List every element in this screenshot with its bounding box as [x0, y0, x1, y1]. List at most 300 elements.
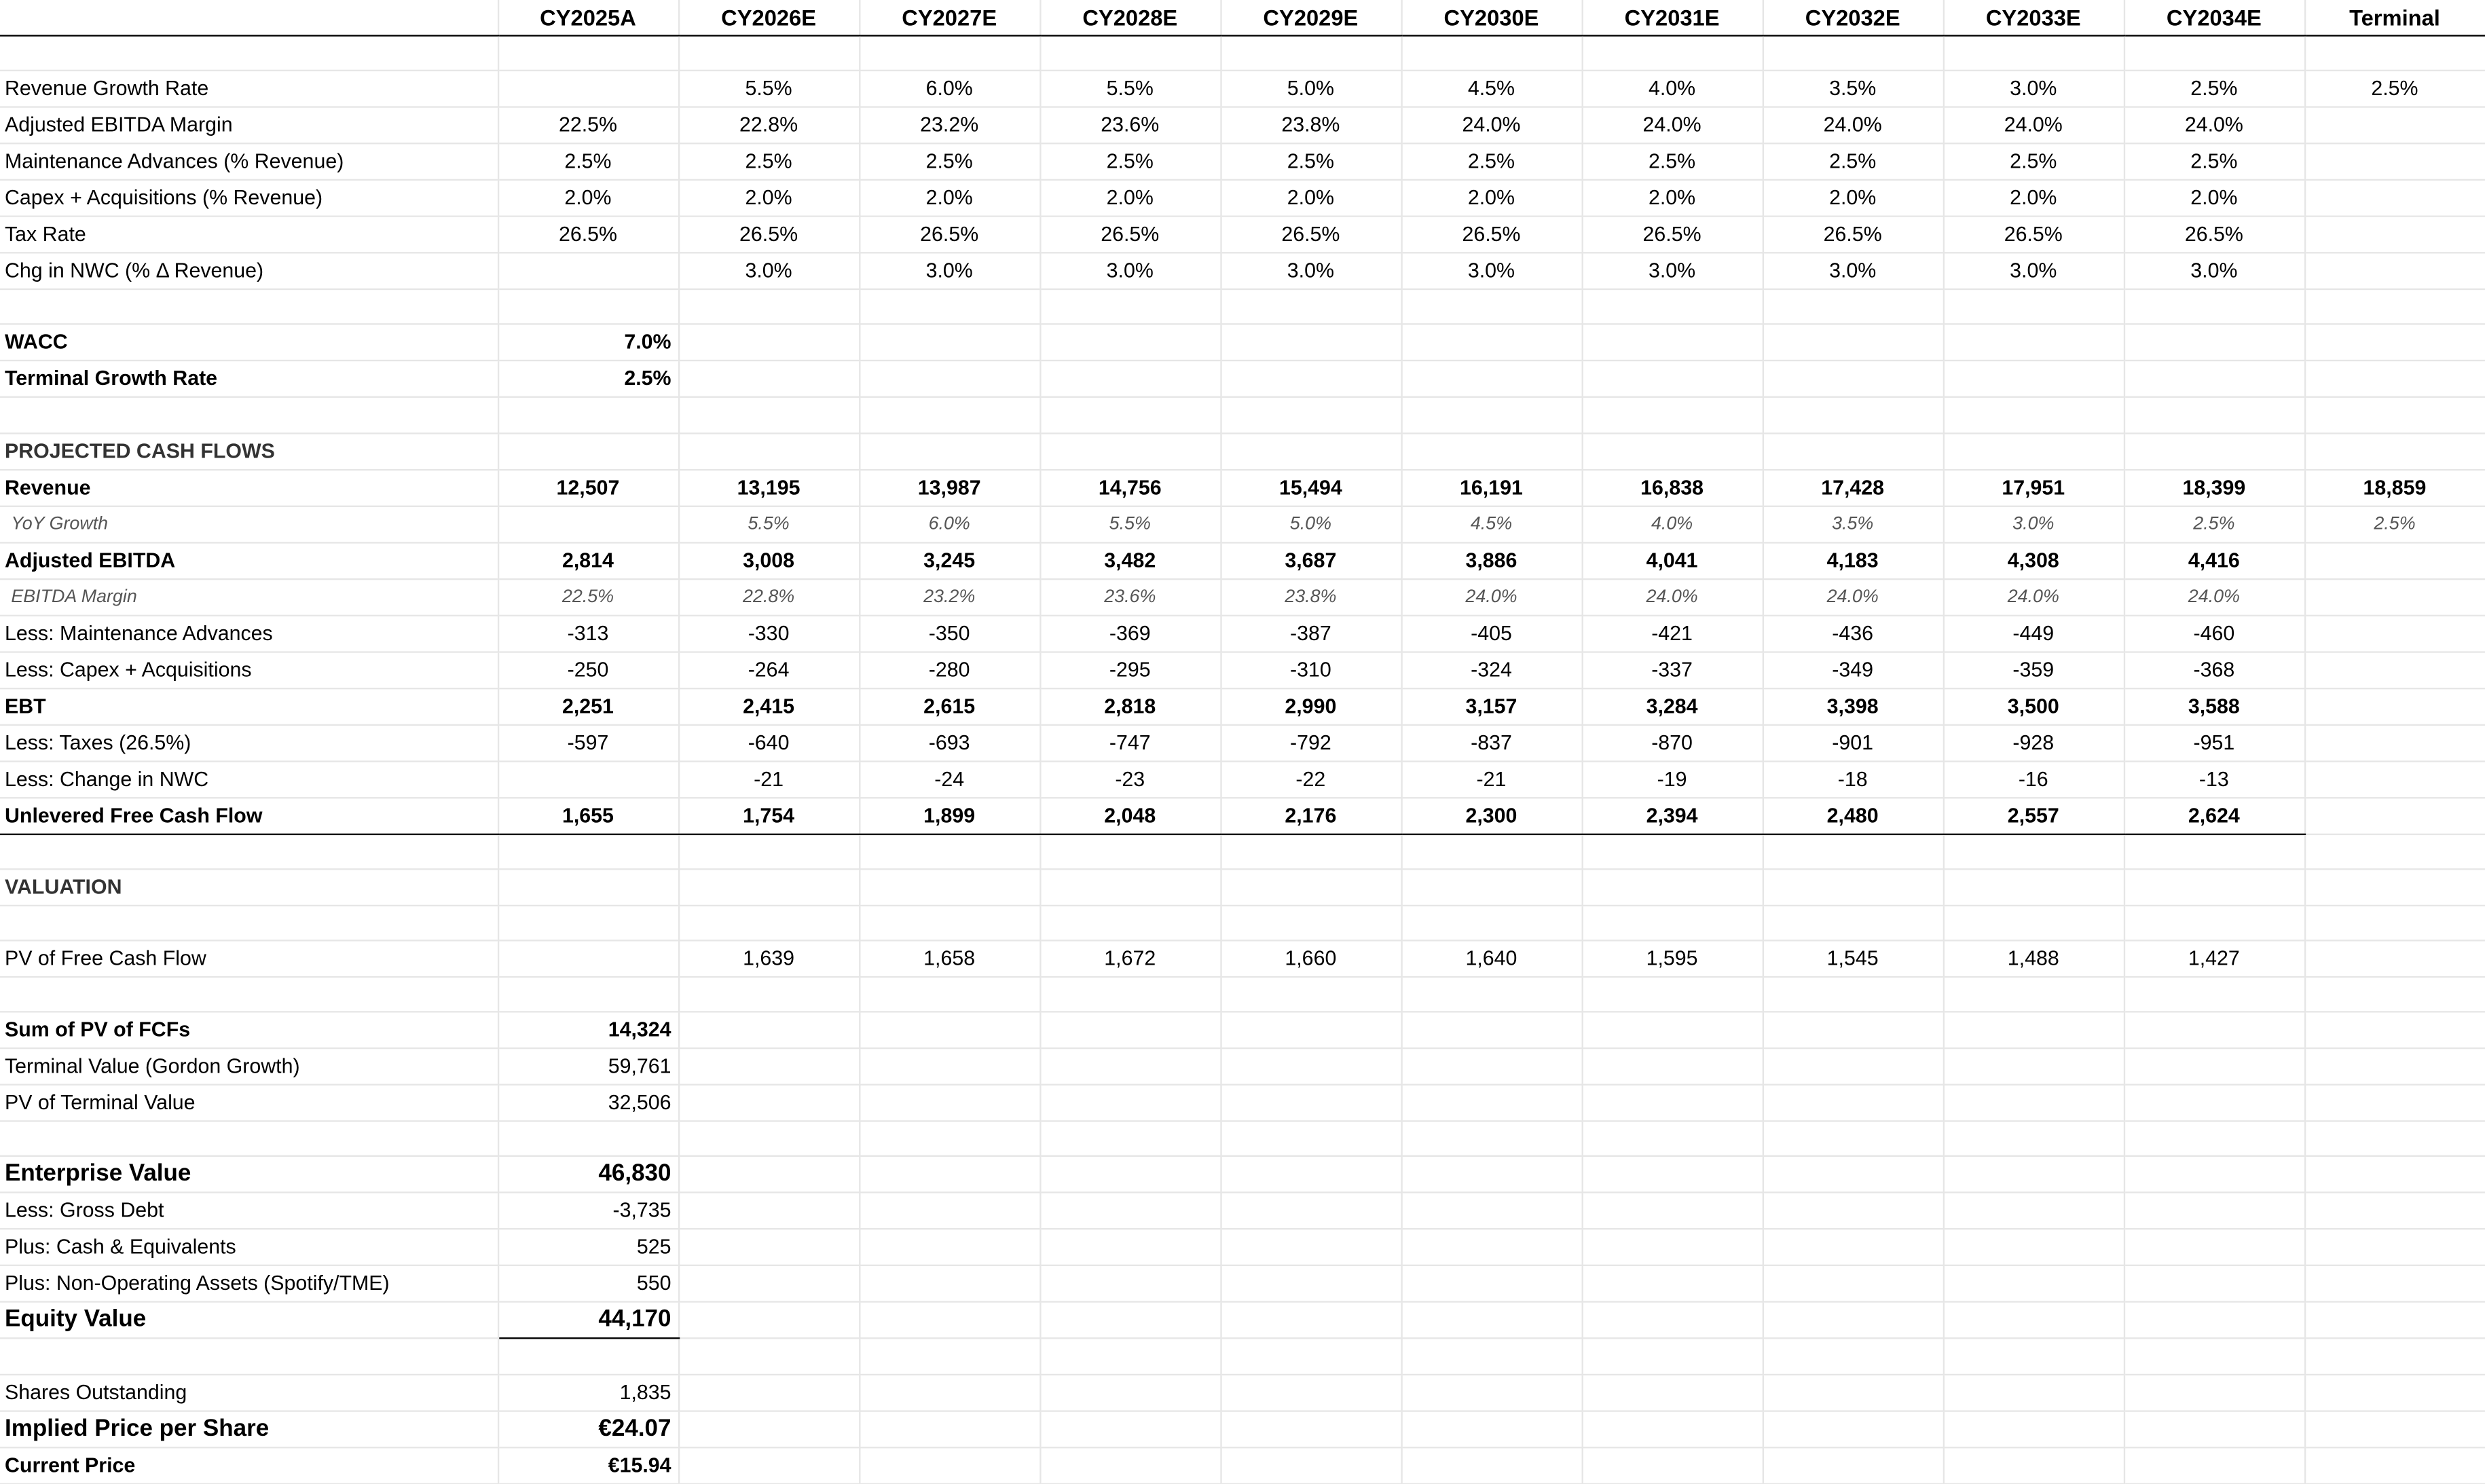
value-cell[interactable]: -3,735 — [498, 1193, 678, 1229]
value-cell[interactable]: 2.5% — [2124, 71, 2304, 107]
empty-cell[interactable] — [2124, 1085, 2304, 1121]
empty-cell[interactable] — [2124, 1229, 2304, 1266]
value-cell[interactable]: -640 — [678, 724, 859, 761]
empty-cell[interactable] — [1401, 1229, 1581, 1266]
value-cell[interactable]: 2.0% — [1582, 180, 1763, 217]
value-cell[interactable] — [2304, 797, 2485, 834]
empty-cell[interactable] — [2304, 1374, 2485, 1411]
value-cell[interactable]: 7.0% — [498, 324, 678, 361]
row-label[interactable]: Enterprise Value — [0, 1157, 498, 1193]
empty-cell[interactable] — [1582, 1157, 1763, 1193]
empty-cell[interactable] — [1039, 869, 1220, 906]
empty-cell[interactable] — [678, 1121, 859, 1157]
value-cell[interactable]: -24 — [859, 761, 1039, 798]
empty-cell[interactable] — [2304, 1157, 2485, 1193]
empty-cell[interactable] — [1582, 36, 1763, 71]
empty-cell[interactable] — [1220, 398, 1401, 433]
empty-cell[interactable] — [2124, 36, 2304, 71]
value-cell[interactable] — [498, 506, 678, 542]
empty-cell[interactable] — [1582, 1048, 1763, 1085]
empty-cell[interactable] — [859, 1410, 1039, 1447]
value-cell[interactable]: 4.0% — [1582, 506, 1763, 542]
empty-cell[interactable] — [1763, 1193, 1943, 1229]
empty-cell[interactable] — [2124, 1048, 2304, 1085]
row-label[interactable]: Maintenance Advances (% Revenue) — [0, 144, 498, 181]
empty-cell[interactable] — [859, 398, 1039, 433]
empty-cell[interactable] — [498, 36, 678, 71]
value-cell[interactable]: 2,818 — [1039, 688, 1220, 724]
value-cell[interactable]: 26.5% — [859, 217, 1039, 253]
value-cell[interactable]: 1,640 — [1401, 940, 1581, 977]
value-cell[interactable]: 5.5% — [1039, 506, 1220, 542]
empty-cell[interactable] — [678, 834, 859, 869]
value-cell[interactable]: 3,245 — [859, 542, 1039, 578]
value-cell[interactable]: -23 — [1039, 761, 1220, 798]
value-cell[interactable]: 6.0% — [859, 506, 1039, 542]
row-label[interactable]: Revenue Growth Rate — [0, 71, 498, 107]
value-cell[interactable] — [2304, 578, 2485, 615]
empty-cell[interactable] — [1220, 324, 1401, 361]
empty-cell[interactable] — [1401, 289, 1581, 324]
value-cell[interactable]: 26.5% — [1763, 217, 1943, 253]
empty-cell[interactable] — [859, 1302, 1039, 1339]
value-cell[interactable]: 1,835 — [498, 1374, 678, 1411]
row-label[interactable]: Less: Capex + Acquisitions — [0, 652, 498, 688]
value-cell[interactable]: 23.2% — [859, 107, 1039, 144]
empty-cell[interactable] — [2304, 1012, 2485, 1049]
value-cell[interactable]: 2,990 — [1220, 688, 1401, 724]
value-cell[interactable]: 3,284 — [1582, 688, 1763, 724]
value-cell[interactable]: -21 — [1401, 761, 1581, 798]
empty-cell[interactable] — [1401, 1302, 1581, 1339]
empty-cell[interactable] — [1401, 324, 1581, 361]
empty-cell[interactable] — [1220, 1193, 1401, 1229]
value-cell[interactable]: 18,399 — [2124, 469, 2304, 506]
value-cell[interactable]: 3.5% — [1763, 506, 1943, 542]
row-label[interactable]: Revenue — [0, 469, 498, 506]
empty-cell[interactable] — [2124, 1157, 2304, 1193]
value-cell[interactable]: 26.5% — [1220, 217, 1401, 253]
empty-cell[interactable] — [859, 977, 1039, 1012]
empty-cell[interactable] — [1763, 1157, 1943, 1193]
empty-cell[interactable] — [1943, 1410, 2124, 1447]
empty-cell[interactable] — [498, 869, 678, 906]
empty-cell[interactable] — [1763, 1012, 1943, 1049]
empty-cell[interactable] — [2304, 1193, 2485, 1229]
row-label[interactable]: Plus: Non-Operating Assets (Spotify/TME) — [0, 1266, 498, 1303]
empty-cell[interactable] — [0, 289, 498, 324]
empty-cell[interactable] — [859, 905, 1039, 940]
empty-cell[interactable] — [678, 36, 859, 71]
empty-cell[interactable] — [859, 1085, 1039, 1121]
empty-cell[interactable] — [1039, 905, 1220, 940]
empty-cell[interactable] — [1220, 1302, 1401, 1339]
empty-cell[interactable] — [2124, 1339, 2304, 1374]
value-cell[interactable]: 32,506 — [498, 1085, 678, 1121]
value-cell[interactable]: 2.0% — [1039, 180, 1220, 217]
empty-cell[interactable] — [1401, 834, 1581, 869]
empty-cell[interactable] — [0, 1339, 498, 1374]
value-cell[interactable]: 15,494 — [1220, 469, 1401, 506]
row-label[interactable]: Less: Maintenance Advances — [0, 615, 498, 652]
value-cell[interactable]: -337 — [1582, 652, 1763, 688]
empty-cell[interactable] — [1763, 834, 1943, 869]
empty-cell[interactable] — [1582, 905, 1763, 940]
value-cell[interactable]: 24.0% — [2124, 578, 2304, 615]
value-cell[interactable]: 3,588 — [2124, 688, 2304, 724]
value-cell[interactable]: -295 — [1039, 652, 1220, 688]
value-cell[interactable]: 5.5% — [678, 71, 859, 107]
value-cell[interactable]: 23.2% — [859, 578, 1039, 615]
empty-cell[interactable] — [1943, 1121, 2124, 1157]
empty-cell[interactable] — [2304, 977, 2485, 1012]
empty-cell[interactable] — [1220, 869, 1401, 906]
empty-cell[interactable] — [1943, 1012, 2124, 1049]
empty-cell[interactable] — [1763, 398, 1943, 433]
empty-cell[interactable] — [1582, 1229, 1763, 1266]
empty-cell[interactable] — [1943, 289, 2124, 324]
value-cell[interactable]: 2.5% — [2304, 506, 2485, 542]
empty-cell[interactable] — [2124, 1302, 2304, 1339]
value-cell[interactable]: 2.5% — [2124, 144, 2304, 181]
empty-cell[interactable] — [2124, 1121, 2304, 1157]
empty-cell[interactable] — [678, 1266, 859, 1303]
empty-cell[interactable] — [1401, 361, 1581, 398]
value-cell[interactable]: 2,394 — [1582, 797, 1763, 834]
empty-cell[interactable] — [1220, 1447, 1401, 1483]
empty-cell[interactable] — [1220, 432, 1401, 469]
value-cell[interactable]: 18,859 — [2304, 469, 2485, 506]
empty-cell[interactable] — [678, 1085, 859, 1121]
value-cell[interactable]: -597 — [498, 724, 678, 761]
row-label[interactable]: Less: Change in NWC — [0, 761, 498, 798]
empty-cell[interactable] — [2304, 361, 2485, 398]
empty-cell[interactable] — [1220, 1085, 1401, 1121]
empty-cell[interactable] — [2304, 834, 2485, 869]
row-label[interactable]: Sum of PV of FCFs — [0, 1012, 498, 1049]
value-cell[interactable]: 4.0% — [1582, 71, 1763, 107]
value-cell[interactable]: 23.6% — [1039, 107, 1220, 144]
value-cell[interactable] — [2304, 761, 2485, 798]
value-cell[interactable]: 1,660 — [1220, 940, 1401, 977]
value-cell[interactable]: 24.0% — [1401, 107, 1581, 144]
value-cell[interactable]: 2.0% — [1763, 180, 1943, 217]
empty-cell[interactable] — [2304, 36, 2485, 71]
value-cell[interactable]: -421 — [1582, 615, 1763, 652]
empty-cell[interactable] — [859, 1157, 1039, 1193]
empty-cell[interactable] — [678, 398, 859, 433]
empty-cell[interactable] — [498, 905, 678, 940]
value-cell[interactable]: 2,480 — [1763, 797, 1943, 834]
empty-cell[interactable] — [1220, 834, 1401, 869]
empty-cell[interactable] — [0, 905, 498, 940]
row-label[interactable]: WACC — [0, 324, 498, 361]
empty-cell[interactable] — [2304, 1085, 2485, 1121]
empty-cell[interactable] — [498, 432, 678, 469]
value-cell[interactable]: 6.0% — [859, 71, 1039, 107]
empty-cell[interactable] — [2304, 1302, 2485, 1339]
empty-cell[interactable] — [2124, 905, 2304, 940]
empty-cell[interactable] — [2124, 1012, 2304, 1049]
empty-cell[interactable] — [1039, 36, 1220, 71]
empty-cell[interactable] — [1943, 834, 2124, 869]
value-cell[interactable]: 4,416 — [2124, 542, 2304, 578]
value-cell[interactable]: 22.5% — [498, 578, 678, 615]
value-cell[interactable]: -310 — [1220, 652, 1401, 688]
value-cell[interactable]: 3.0% — [2124, 253, 2304, 290]
value-cell[interactable]: 5.5% — [1039, 71, 1220, 107]
value-cell[interactable]: -16 — [1943, 761, 2124, 798]
empty-cell[interactable] — [1220, 905, 1401, 940]
value-cell[interactable]: -436 — [1763, 615, 1943, 652]
value-cell[interactable]: -264 — [678, 652, 859, 688]
value-cell[interactable]: 3.0% — [859, 253, 1039, 290]
empty-cell[interactable] — [1763, 905, 1943, 940]
empty-cell[interactable] — [0, 1121, 498, 1157]
empty-cell[interactable] — [2124, 869, 2304, 906]
value-cell[interactable]: -250 — [498, 652, 678, 688]
section-title[interactable]: PROJECTED CASH FLOWS — [0, 432, 498, 469]
value-cell[interactable]: 2.0% — [2124, 180, 2304, 217]
empty-cell[interactable] — [498, 398, 678, 433]
column-header[interactable]: CY2025A — [498, 0, 678, 36]
empty-cell[interactable] — [1763, 977, 1943, 1012]
value-cell[interactable]: 2.5% — [1401, 144, 1581, 181]
empty-cell[interactable] — [1220, 361, 1401, 398]
value-cell[interactable]: 2,176 — [1220, 797, 1401, 834]
empty-cell[interactable] — [859, 1048, 1039, 1085]
value-cell[interactable]: 2,415 — [678, 688, 859, 724]
value-cell[interactable] — [498, 253, 678, 290]
value-cell[interactable]: 59,761 — [498, 1048, 678, 1085]
empty-cell[interactable] — [2304, 1447, 2485, 1483]
empty-cell[interactable] — [1763, 1229, 1943, 1266]
empty-cell[interactable] — [1039, 1193, 1220, 1229]
empty-cell[interactable] — [678, 1012, 859, 1049]
value-cell[interactable]: -18 — [1763, 761, 1943, 798]
value-cell[interactable]: 26.5% — [1039, 217, 1220, 253]
value-cell[interactable]: -22 — [1220, 761, 1401, 798]
empty-cell[interactable] — [1943, 1085, 2124, 1121]
value-cell[interactable]: 2,048 — [1039, 797, 1220, 834]
value-cell[interactable]: €15.94 — [498, 1447, 678, 1483]
value-cell[interactable]: 1,754 — [678, 797, 859, 834]
value-cell[interactable]: 12,507 — [498, 469, 678, 506]
empty-cell[interactable] — [1943, 398, 2124, 433]
value-cell[interactable]: 3.0% — [1763, 253, 1943, 290]
empty-cell[interactable] — [1582, 361, 1763, 398]
value-cell[interactable]: 13,987 — [859, 469, 1039, 506]
empty-cell[interactable] — [1763, 432, 1943, 469]
value-cell[interactable]: 23.8% — [1220, 578, 1401, 615]
value-cell[interactable]: 24.0% — [1401, 578, 1581, 615]
value-cell[interactable]: 17,428 — [1763, 469, 1943, 506]
value-cell[interactable]: -349 — [1763, 652, 1943, 688]
empty-cell[interactable] — [859, 324, 1039, 361]
empty-cell[interactable] — [1943, 432, 2124, 469]
empty-cell[interactable] — [1943, 36, 2124, 71]
empty-cell[interactable] — [1401, 1048, 1581, 1085]
empty-cell[interactable] — [1220, 1157, 1401, 1193]
empty-cell[interactable] — [1763, 289, 1943, 324]
empty-cell[interactable] — [498, 1121, 678, 1157]
empty-cell[interactable] — [1763, 361, 1943, 398]
value-cell[interactable]: 26.5% — [678, 217, 859, 253]
empty-cell[interactable] — [2304, 1410, 2485, 1447]
row-label[interactable]: Chg in NWC (% Δ Revenue) — [0, 253, 498, 290]
row-label[interactable]: Terminal Value (Gordon Growth) — [0, 1048, 498, 1085]
value-cell[interactable]: 24.0% — [1582, 578, 1763, 615]
empty-cell[interactable] — [2124, 1447, 2304, 1483]
empty-cell[interactable] — [1039, 432, 1220, 469]
empty-cell[interactable] — [2124, 432, 2304, 469]
value-cell[interactable]: 2.5% — [498, 144, 678, 181]
empty-cell[interactable] — [1943, 361, 2124, 398]
empty-cell[interactable] — [1401, 1410, 1581, 1447]
empty-cell[interactable] — [2124, 398, 2304, 433]
empty-cell[interactable] — [1401, 1374, 1581, 1411]
empty-cell[interactable] — [1763, 1085, 1943, 1121]
value-cell[interactable]: 1,672 — [1039, 940, 1220, 977]
empty-cell[interactable] — [859, 361, 1039, 398]
empty-cell[interactable] — [678, 1048, 859, 1085]
empty-cell[interactable] — [678, 1374, 859, 1411]
empty-cell[interactable] — [2304, 324, 2485, 361]
empty-cell[interactable] — [678, 1447, 859, 1483]
value-cell[interactable]: 24.0% — [1582, 107, 1763, 144]
value-cell[interactable]: 2.5% — [678, 144, 859, 181]
column-header[interactable] — [0, 0, 498, 36]
value-cell[interactable] — [2304, 107, 2485, 144]
value-cell[interactable]: 3.0% — [1401, 253, 1581, 290]
value-cell[interactable]: 3.5% — [1763, 71, 1943, 107]
value-cell[interactable]: 24.0% — [2124, 107, 2304, 144]
empty-cell[interactable] — [1401, 869, 1581, 906]
value-cell[interactable]: 4,183 — [1763, 542, 1943, 578]
value-cell[interactable]: 2.0% — [678, 180, 859, 217]
value-cell[interactable] — [2304, 144, 2485, 181]
value-cell[interactable]: 4,308 — [1943, 542, 2124, 578]
empty-cell[interactable] — [2304, 289, 2485, 324]
value-cell[interactable]: 44,170 — [498, 1302, 678, 1339]
value-cell[interactable]: 2.5% — [2124, 506, 2304, 542]
empty-cell[interactable] — [1582, 398, 1763, 433]
empty-cell[interactable] — [1220, 1048, 1401, 1085]
value-cell[interactable]: 5.5% — [678, 506, 859, 542]
value-cell[interactable]: 22.8% — [678, 578, 859, 615]
row-label[interactable]: EBT — [0, 688, 498, 724]
empty-cell[interactable] — [1039, 1121, 1220, 1157]
empty-cell[interactable] — [2124, 1266, 2304, 1303]
value-cell[interactable]: 2,615 — [859, 688, 1039, 724]
value-cell[interactable]: 26.5% — [1943, 217, 2124, 253]
empty-cell[interactable] — [1039, 1085, 1220, 1121]
value-cell[interactable]: -368 — [2124, 652, 2304, 688]
empty-cell[interactable] — [1582, 834, 1763, 869]
value-cell[interactable] — [2304, 652, 2485, 688]
value-cell[interactable]: -405 — [1401, 615, 1581, 652]
empty-cell[interactable] — [1582, 1012, 1763, 1049]
column-header[interactable]: CY2034E — [2124, 0, 2304, 36]
value-cell[interactable]: -792 — [1220, 724, 1401, 761]
empty-cell[interactable] — [1763, 1048, 1943, 1085]
row-label[interactable]: Less: Taxes (26.5%) — [0, 724, 498, 761]
value-cell[interactable]: 23.6% — [1039, 578, 1220, 615]
value-cell[interactable] — [2304, 217, 2485, 253]
value-cell[interactable]: €24.07 — [498, 1410, 678, 1447]
value-cell[interactable]: -324 — [1401, 652, 1581, 688]
empty-cell[interactable] — [2304, 1048, 2485, 1085]
value-cell[interactable]: 26.5% — [2124, 217, 2304, 253]
value-cell[interactable]: 14,756 — [1039, 469, 1220, 506]
empty-cell[interactable] — [1763, 324, 1943, 361]
empty-cell[interactable] — [1039, 1266, 1220, 1303]
value-cell[interactable]: -330 — [678, 615, 859, 652]
empty-cell[interactable] — [678, 1410, 859, 1447]
row-label[interactable]: Less: Gross Debt — [0, 1193, 498, 1229]
value-cell[interactable]: 26.5% — [1582, 217, 1763, 253]
value-cell[interactable]: 1,658 — [859, 940, 1039, 977]
empty-cell[interactable] — [1763, 36, 1943, 71]
value-cell[interactable]: 3.0% — [1582, 253, 1763, 290]
empty-cell[interactable] — [859, 36, 1039, 71]
empty-cell[interactable] — [1039, 1410, 1220, 1447]
value-cell[interactable]: 2,624 — [2124, 797, 2304, 834]
empty-cell[interactable] — [678, 289, 859, 324]
row-label[interactable]: Equity Value — [0, 1302, 498, 1339]
empty-cell[interactable] — [2124, 834, 2304, 869]
value-cell[interactable]: 1,545 — [1763, 940, 1943, 977]
empty-cell[interactable] — [1943, 1193, 2124, 1229]
row-label[interactable]: Plus: Cash & Equivalents — [0, 1229, 498, 1266]
column-header[interactable]: CY2029E — [1220, 0, 1401, 36]
empty-cell[interactable] — [1763, 1339, 1943, 1374]
empty-cell[interactable] — [2124, 1193, 2304, 1229]
value-cell[interactable]: -359 — [1943, 652, 2124, 688]
empty-cell[interactable] — [1039, 361, 1220, 398]
value-cell[interactable] — [2304, 688, 2485, 724]
empty-cell[interactable] — [1582, 1410, 1763, 1447]
empty-cell[interactable] — [1401, 1266, 1581, 1303]
empty-cell[interactable] — [678, 1193, 859, 1229]
row-label[interactable]: Shares Outstanding — [0, 1374, 498, 1411]
empty-cell[interactable] — [859, 1229, 1039, 1266]
value-cell[interactable]: 17,951 — [1943, 469, 2124, 506]
column-header[interactable]: CY2030E — [1401, 0, 1581, 36]
empty-cell[interactable] — [2304, 1266, 2485, 1303]
empty-cell[interactable] — [1943, 1229, 2124, 1266]
value-cell[interactable]: 5.0% — [1220, 506, 1401, 542]
value-cell[interactable] — [2304, 542, 2485, 578]
value-cell[interactable]: 26.5% — [498, 217, 678, 253]
empty-cell[interactable] — [1039, 1447, 1220, 1483]
row-label[interactable]: Terminal Growth Rate — [0, 361, 498, 398]
empty-cell[interactable] — [1401, 1447, 1581, 1483]
value-cell[interactable] — [2304, 180, 2485, 217]
value-cell[interactable]: -951 — [2124, 724, 2304, 761]
value-cell[interactable]: 1,488 — [1943, 940, 2124, 977]
empty-cell[interactable] — [1582, 869, 1763, 906]
value-cell[interactable]: 525 — [498, 1229, 678, 1266]
value-cell[interactable]: 3.0% — [1943, 506, 2124, 542]
empty-cell[interactable] — [1039, 289, 1220, 324]
value-cell[interactable]: 2.5% — [1220, 144, 1401, 181]
value-cell[interactable]: -693 — [859, 724, 1039, 761]
value-cell[interactable]: -928 — [1943, 724, 2124, 761]
empty-cell[interactable] — [1582, 977, 1763, 1012]
empty-cell[interactable] — [498, 834, 678, 869]
empty-cell[interactable] — [1039, 1374, 1220, 1411]
